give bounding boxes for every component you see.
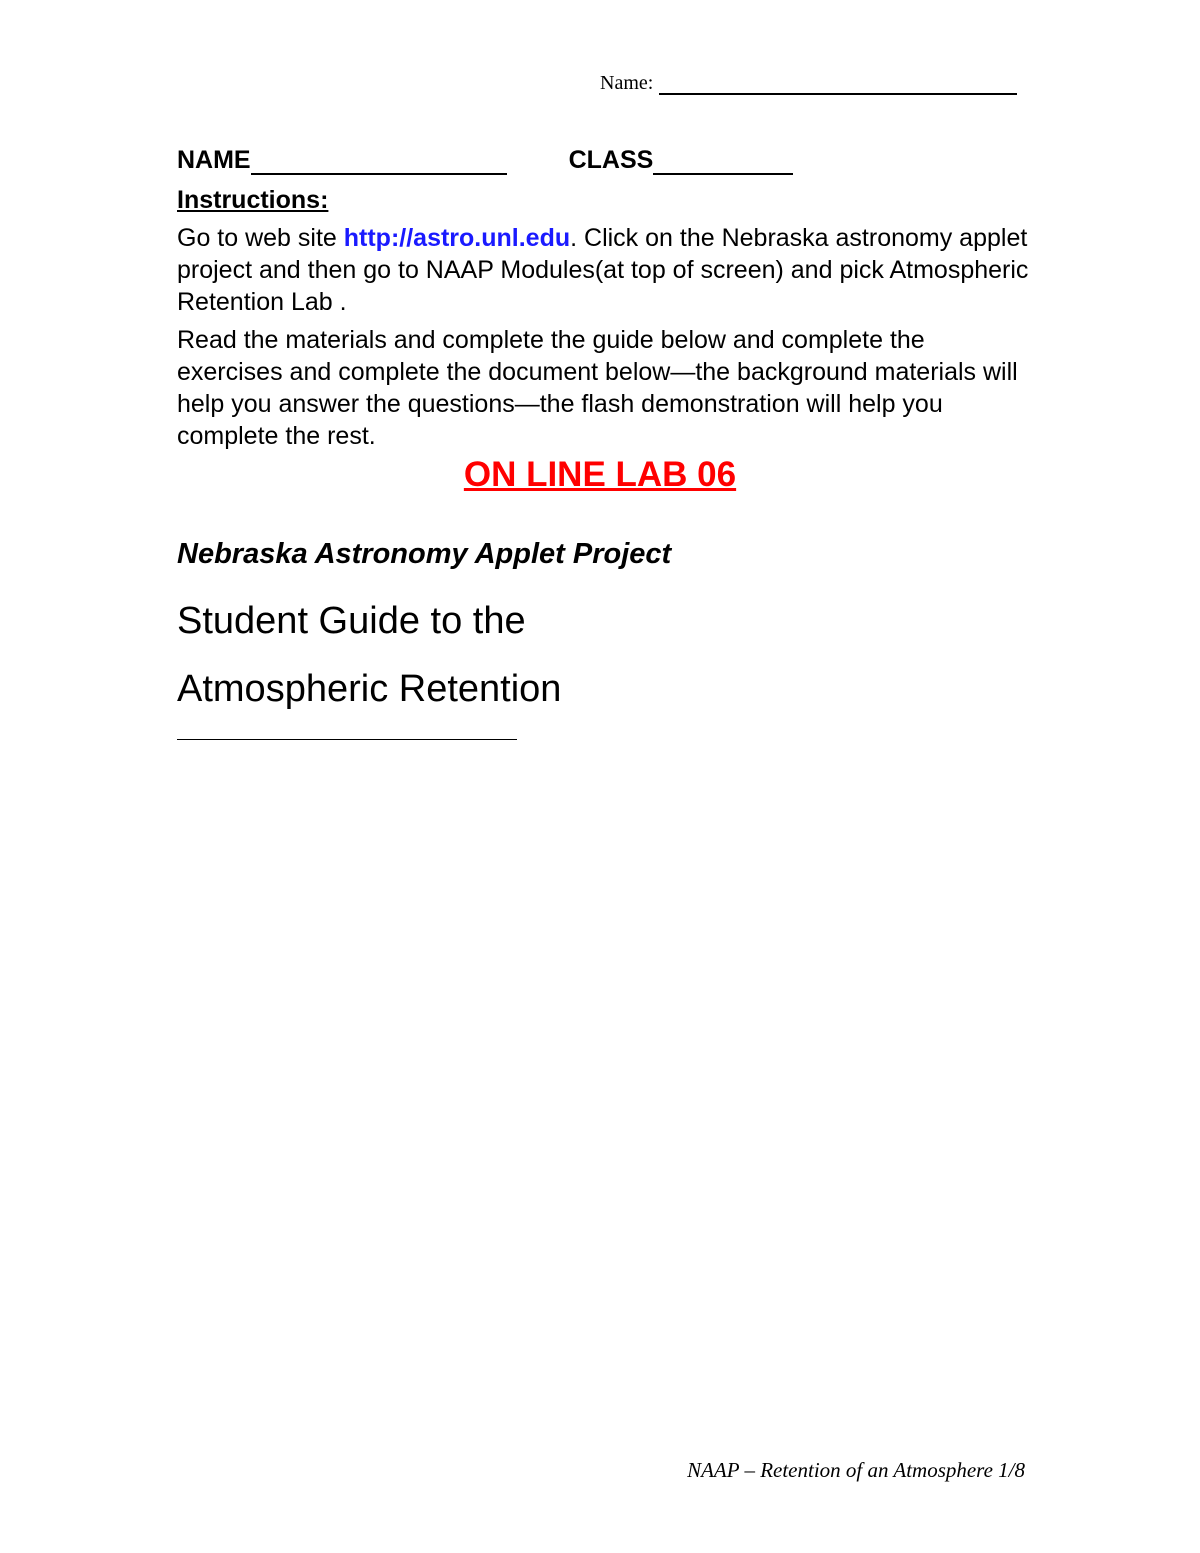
instructions-paragraph-2: Read the materials and complete the guide below and complete the exercises and complete the document below—the background materials will help you answer the questions—the flash demonstration will help you complete the rest. [177,326,1018,450]
instructions-heading: Instructions: [177,186,329,214]
lab-title: ON LINE LAB 06 [463,455,737,494]
page-footer: NAAP – Retention of an Atmosphere 1/8 [687,1458,1025,1482]
guide-title-line-2: Atmospheric Retention [177,668,562,710]
astro-website-link[interactable]: http://astro.unl.edu [343,224,571,252]
name-class-row [177,146,793,175]
header-name-blank [659,75,1017,95]
guide-title-rule [177,739,517,740]
instructions-p1-after-link: . Click on the Nebraska astronomy applet project and then go to NAAP Modules(at top of screen) and pick Atmospheric Retention Lab . [177,224,1029,316]
header-name-label: Name: [600,72,654,94]
project-name: Nebraska Astronomy Applet Project [177,538,672,570]
class-blank [653,153,793,175]
name-label: NAME [177,146,251,174]
header-name-field [600,72,1017,95]
instructions-paragraph-1 [177,222,1037,318]
name-blank [251,153,507,175]
guide-title-line-1: Student Guide to the [177,600,526,642]
instructions-p1-before-link: Go to web site [177,224,344,252]
class-label: CLASS [568,146,654,174]
